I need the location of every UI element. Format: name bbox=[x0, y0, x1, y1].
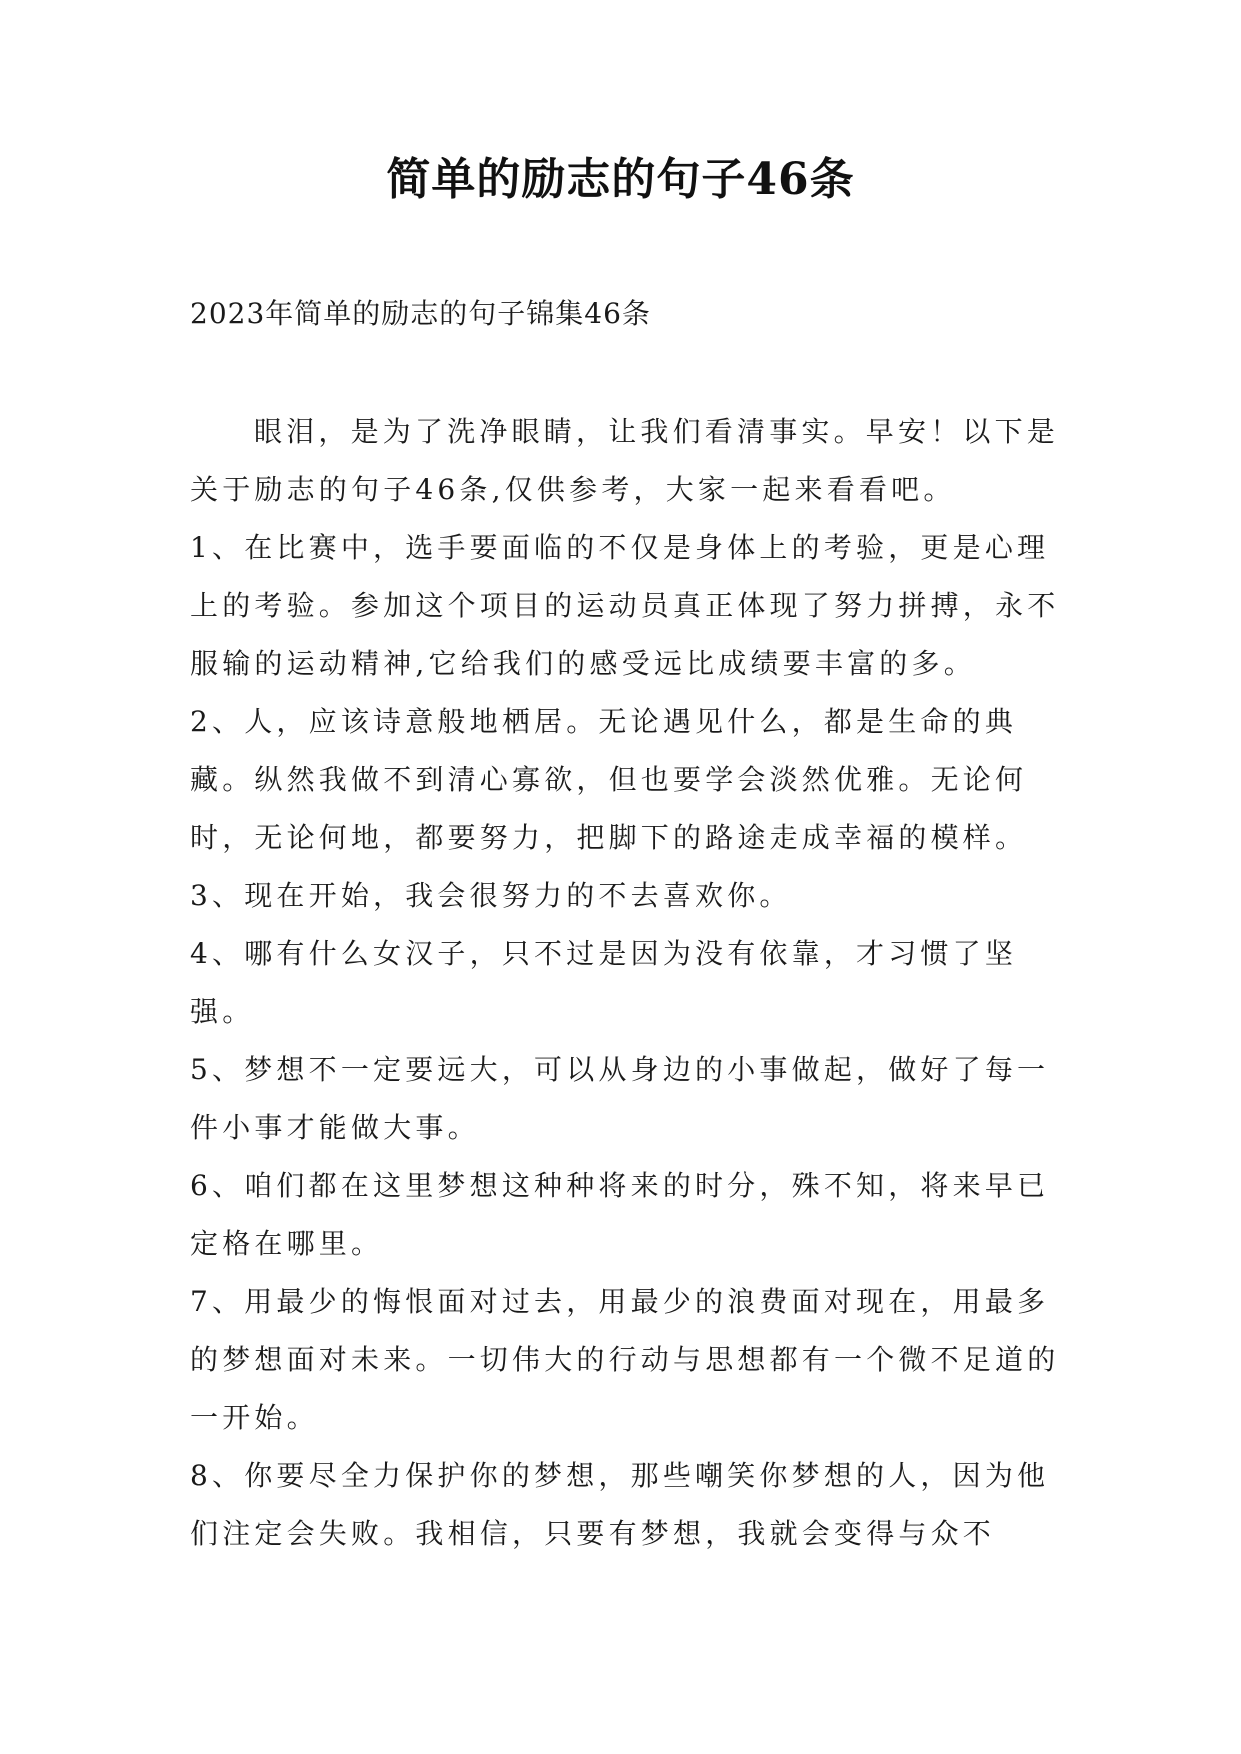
list-item: 3、现在开始，我会很努力的不去喜欢你。 bbox=[190, 879, 792, 912]
document-title: 简单的励志的句子46条 bbox=[386, 154, 855, 205]
intro-paragraph: 眼泪，是为了洗净眼睛，让我们看清事实。早安！以下是关于励志的句子46条,仅供参考，大家一起来看看吧。 bbox=[190, 415, 1060, 506]
list-item: 7、用最少的悔恨面对过去，用最少的浪费面对现在，用最多的梦想面对未来。一切伟大的行动与思想都有一个微不足道的一开始。 bbox=[190, 1285, 1060, 1434]
document-body bbox=[190, 403, 1060, 1563]
list-item: 4、哪有什么女汉子，只不过是因为没有依靠，才习惯了坚强。 bbox=[190, 937, 1018, 1028]
list-item: 2、人，应该诗意般地栖居。无论遇见什么，都是生命的典藏。纵然我做不到清心寡欲，但也要学会淡然优雅。无论何时，无论何地，都要努力，把脚下的路途走成幸福的模样。 bbox=[190, 705, 1028, 854]
list-item: 5、梦想不一定要远大，可以从身边的小事做起，做好了每一件小事才能做大事。 bbox=[190, 1053, 1050, 1144]
list-item: 1、在比赛中，选手要面临的不仅是身体上的考验，更是心理上的考验。参加这个项目的运动员真正体现了努力拼搏，永不服输的运动精神,它给我们的感受远比成绩要丰富的多。 bbox=[190, 531, 1060, 680]
document-subtitle: 2023年简单的励志的句子锦集46条 bbox=[190, 297, 651, 330]
list-item: 8、你要尽全力保护你的梦想，那些嘲笑你梦想的人，因为他们注定会失败。我相信，只要有梦想，我就会变得与众不 bbox=[190, 1459, 1050, 1550]
list-item: 6、咱们都在这里梦想这种种将来的时分，殊不知，将来早已定格在哪里。 bbox=[190, 1169, 1050, 1260]
